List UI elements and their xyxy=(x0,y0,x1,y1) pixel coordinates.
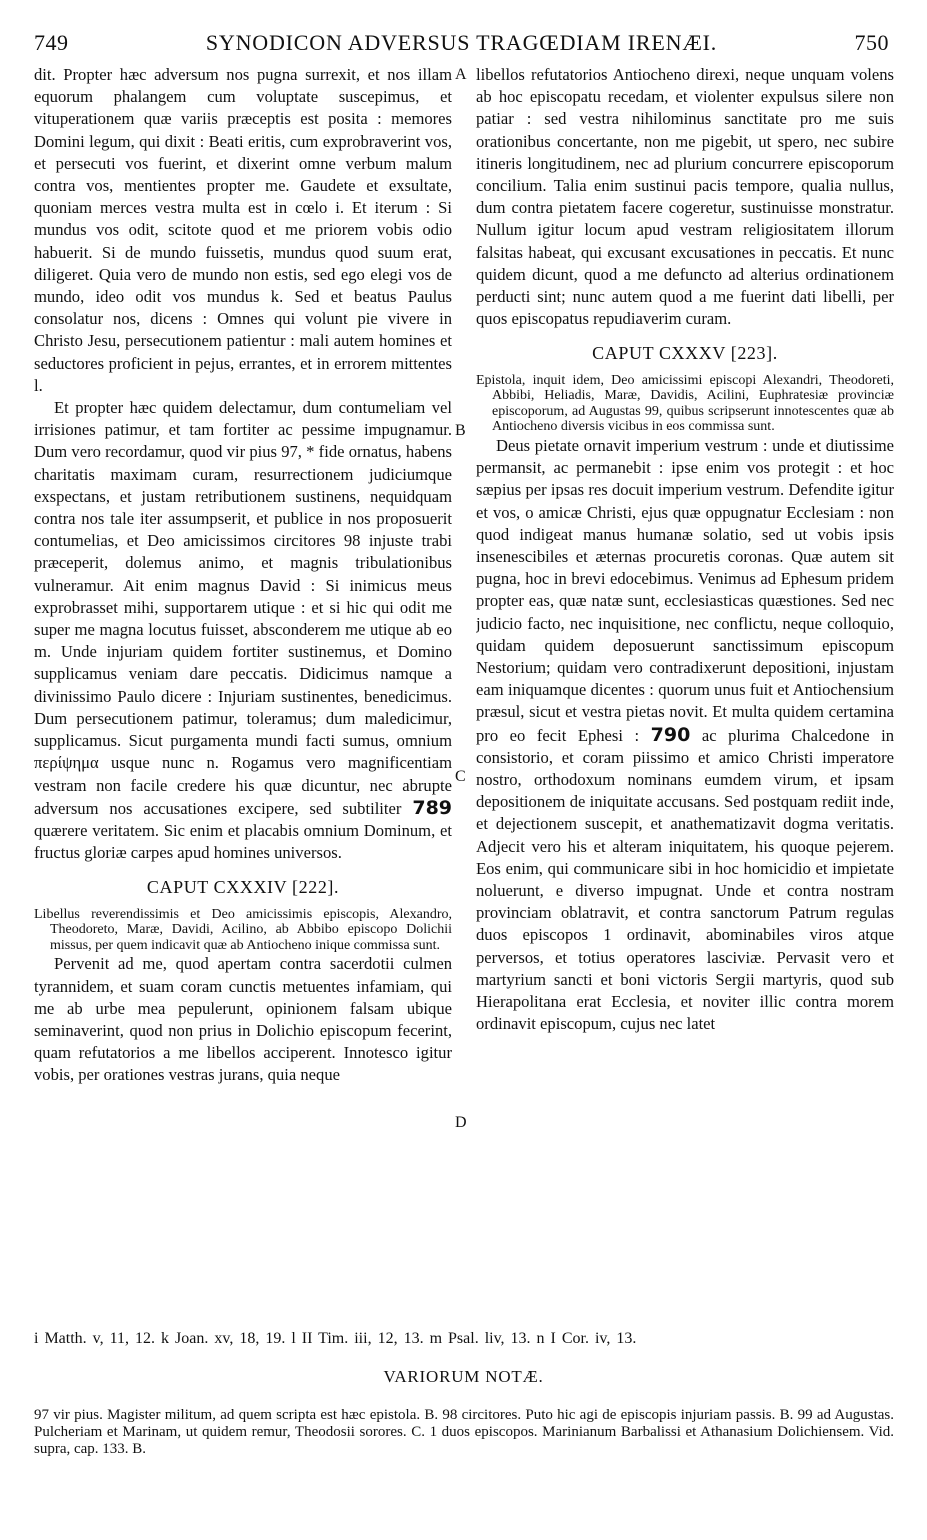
notes-heading: VARIORUM NOTÆ. xyxy=(383,1367,544,1386)
right-paragraph-1: libellos refutatorios Antiocheno direxi, neque unquam volens ab hoc episcopatu recedam, et violenter expulsus silere non patiar : sed vestra nihilominus sanctitate pro me suis orationibus concertante, non me pigebit, ut spero, nec subire itineris longitudinem, nec ad plurium concurrere episcoporum concilium. Talia enim sustinui pacis tempore, qualia nullus, dum contra pietatem facere cogeretur, sustinuisse monstratur. Nullum igitur locum apud vestram religiositatem illorum falsitas habeat, qui excusant excusationes in peccatis. Et nunc quidem dicunt, quod a me defuncto ad alterius ordinationem perducti sint; nunc autem quod a me fuerint dati libelli, per quos episcopatus repudiaverim curam. xyxy=(476,65,894,329)
right-page-number: 750 xyxy=(854,30,889,55)
right-paragraph-2-text: Deus pietate ornavit imperium vestrum : unde et diutissime permansit, ac permanebit : ipse enim vos protegit : et hoc sæpius per ipsas res docuit imperium vestrum. Defendite igitur et vos, o amicæ Christi, ejus quæ oppugnatur Ecclesiam : non quod indigeat manus humanæ solatio, sed ut vobis ipsis insenescibiles et æternas procuretis coronas. Quæ autem sit pugna, hoc in brevi edocebimus. Venimus ad Ephesum pridem propter eas, quæ natæ sunt, ecclesiasticas quæstiones. Sed nec judicio facto, nec inquisitione, nec conflictu, neque colloquio, quidam quidem deposuerunt sanctissimum episcopum Nestorium; quidam vero contradixerunt depositioni, injustam eam iniquamque dicentes : quorum unus fuit et Antiochensium præsul, sicut et vestra pietas novit. Et multa quidem certamina pro eo fecit Ephesi : xyxy=(476,436,894,745)
variorum-notes: 97 vir pius. Magister militum, ad quem scripta est hæc epistola. B. 98 circitores. Puto hic agi de episcopis injuriam passis. B. 99 ad Augustas. Pulcheriam et Marinam, ut quidem remur, Theodosii sorores. C. 1 duos episcopos. Marinianum Barbalissi et Athanasium Dolichiensem. Vid. supra, cap. 133. B. xyxy=(34,1407,894,1457)
left-paragraph-2-text: Et propter hæc quidem delectamur, dum contumeliam vel irrisiones patimur, et tam fortiter ac pessime impugnamur. Dum vero recordamur, quod vir pius 97, * fide ornatus, habens charitatis maximam curam, resurrectionem judiciumque exspectans, et justam retributionem sustinens, nequidquam contra nos tale iter assumpserit, et publice in nos proposuerit contumelias, et Deo amicissimos circitores 98 injuste trabi præceperit, dolemus animo, et magnis tribulationibus vulneramur. Ait enim magnus David : Si inimicus meus exprobrasset mihi, supportarem utique : et si hic qui odit me super me magna locutus fuisset, absconderem me utique ab eo m. Unde injuriam quidem fortiter sustinemus, et Domino supplicamus veniam dare peccatis. Didicimus namque a divinissimo Paulo dicere : Injuriam sustinentes, benedicimus. Dum persecutionem patimur, toleramus; dum maledicimur, supplicamus. Sicut purgamenta mundi facti sumus, omnium περίψημα usque nunc n. Rogamus vero magnificentiam vestram non facile credere his quæ dicuntur, nec abrupte adversum nos accusationes excipere, sed subtiliter xyxy=(34,398,452,818)
left-paragraph-2 xyxy=(34,397,452,864)
section-mark-b: B xyxy=(455,422,466,439)
section-mark-a: A xyxy=(455,66,467,83)
left-paragraph-1: dit. Propter hæc adversum nos pugna surrexit, et nos illam equorum phalangem cum voluptate suscepimus, et vituperationem quæ variis præceptis est posita : memores Domini legum, qui dixit : Beati eritis, cum exprobraverint vos, et persecuti vos fuerint, et dixerint omne verbum malum contra vos, mentientes propter me. Gaudete et exsultate, quoniam merces vestra multa est in cœlo i. Et iterum : Si mundus vos odit, scitote quod et me priorem vobis odio habuerit. Si de mundo fuissetis, mundus quod suum erat, diligeret. Quia vero de mundo non estis, sed ego elegi vos de mundo, ideo odit vos mundus k. Sed et beatus Paulus consolatur nos, dicens : Omnes qui volunt pie vivere in Christo Jesu, persecutionem patientur : mali autem homines et seductores proficient in pejus, errantes, et in errorem mittentes l. xyxy=(34,65,452,395)
edition-page-number: 790 xyxy=(650,723,691,746)
right-column xyxy=(476,64,894,1320)
right-paragraph-2 xyxy=(476,435,894,1035)
section-mark-c: C xyxy=(455,768,466,785)
running-head xyxy=(34,30,889,56)
edition-page-number: 789 xyxy=(412,796,452,819)
right-paragraph-2-end: ac plurima Chalcedone in consistorio, et coram piissimo et amico Christi imperatore nostro, orthodoxum nominans eumdem virum, et ipsam depositionem de iniquitate accusans. Sed postquam rediit inde, et dejectionem suscepit, et anathematizavit dogma veritatis. Adjecit vero his et alteram iniquitatem, his quoque pejerem. Eos enim, qui communicare sibi in hoc homicidio et impietate noluerunt, e diverso impugnat. Unde et contra nostram provinciam oblatravit, et contra sanctorum Patrum regulas duos episcopos 1 ordinavit, abominabiles viros atque perversos, et totius operatores lasciviæ. Pervasit vero et martyrium sancti et boni victoris Sergii martyris, quod sub Hierapolitana erat Ecclesia, et noviter illic contra morem ordinavit episcopum, cujus nec latet xyxy=(476,725,894,1034)
left-paragraph-2-end: quærere veritatem. Sic enim et placabis omnium Dominum, et fructus gloriæ carpes apud homines universos. xyxy=(34,820,452,863)
chapter-heading-135: CAPUT CXXXV [223]. xyxy=(592,343,778,364)
running-title: SYNODICON ADVERSUS TRAGŒDIAM IRENÆI. xyxy=(205,30,718,55)
chapter-summary-135: Epistola, inquit idem, Deo amicissimi episcopi Alexandri, Theodoreti, Abbibi, Heliadis, Maræ, Davidis, Acilini, Euphratesiæ provinciæ episcoporum, ad Augustas 99, quibus scripserunt innotescentes quæ ab Antiocheno diversis vicibus in eos commissa sunt. xyxy=(476,372,894,435)
section-mark-d: D xyxy=(455,1114,467,1131)
section-marks xyxy=(449,64,473,1320)
scripture-references: i Matth. v, 11, 12. k Joan. xv, 18, 19. l II Tim. iii, 12, 13. m Psal. liv, 13. n I Cor. iv, 13. xyxy=(34,1330,637,1347)
chapter-summary-134: Libellus reverendissimis et Deo amicissimis episcopis, Alexandro, Theodoreto, Maræ, Davidi, Acilino, ab Abbibo episcopo Dolichii missus, per quem indicavit quæ ab Antiocheno inique commissa sunt. xyxy=(34,906,452,953)
chapter-heading-134: CAPUT CXXXIV [222]. xyxy=(146,877,340,898)
left-paragraph-3: Pervenit ad me, quod apertam contra sacerdotii culmen tyrannidem, et suam coram cunctis metuentes infamiam, qui me ab urbe mea pepulerunt, opinionem falsam ubique seminaverint, quod non prius in Dolichio episcopum fecerint, quam refutatorios a me libellos acciperent. Innotesco igitur vobis, per orationes vestras jurans, quia neque xyxy=(34,954,452,1085)
left-page-number: 749 xyxy=(34,30,69,55)
left-column xyxy=(34,64,452,1320)
